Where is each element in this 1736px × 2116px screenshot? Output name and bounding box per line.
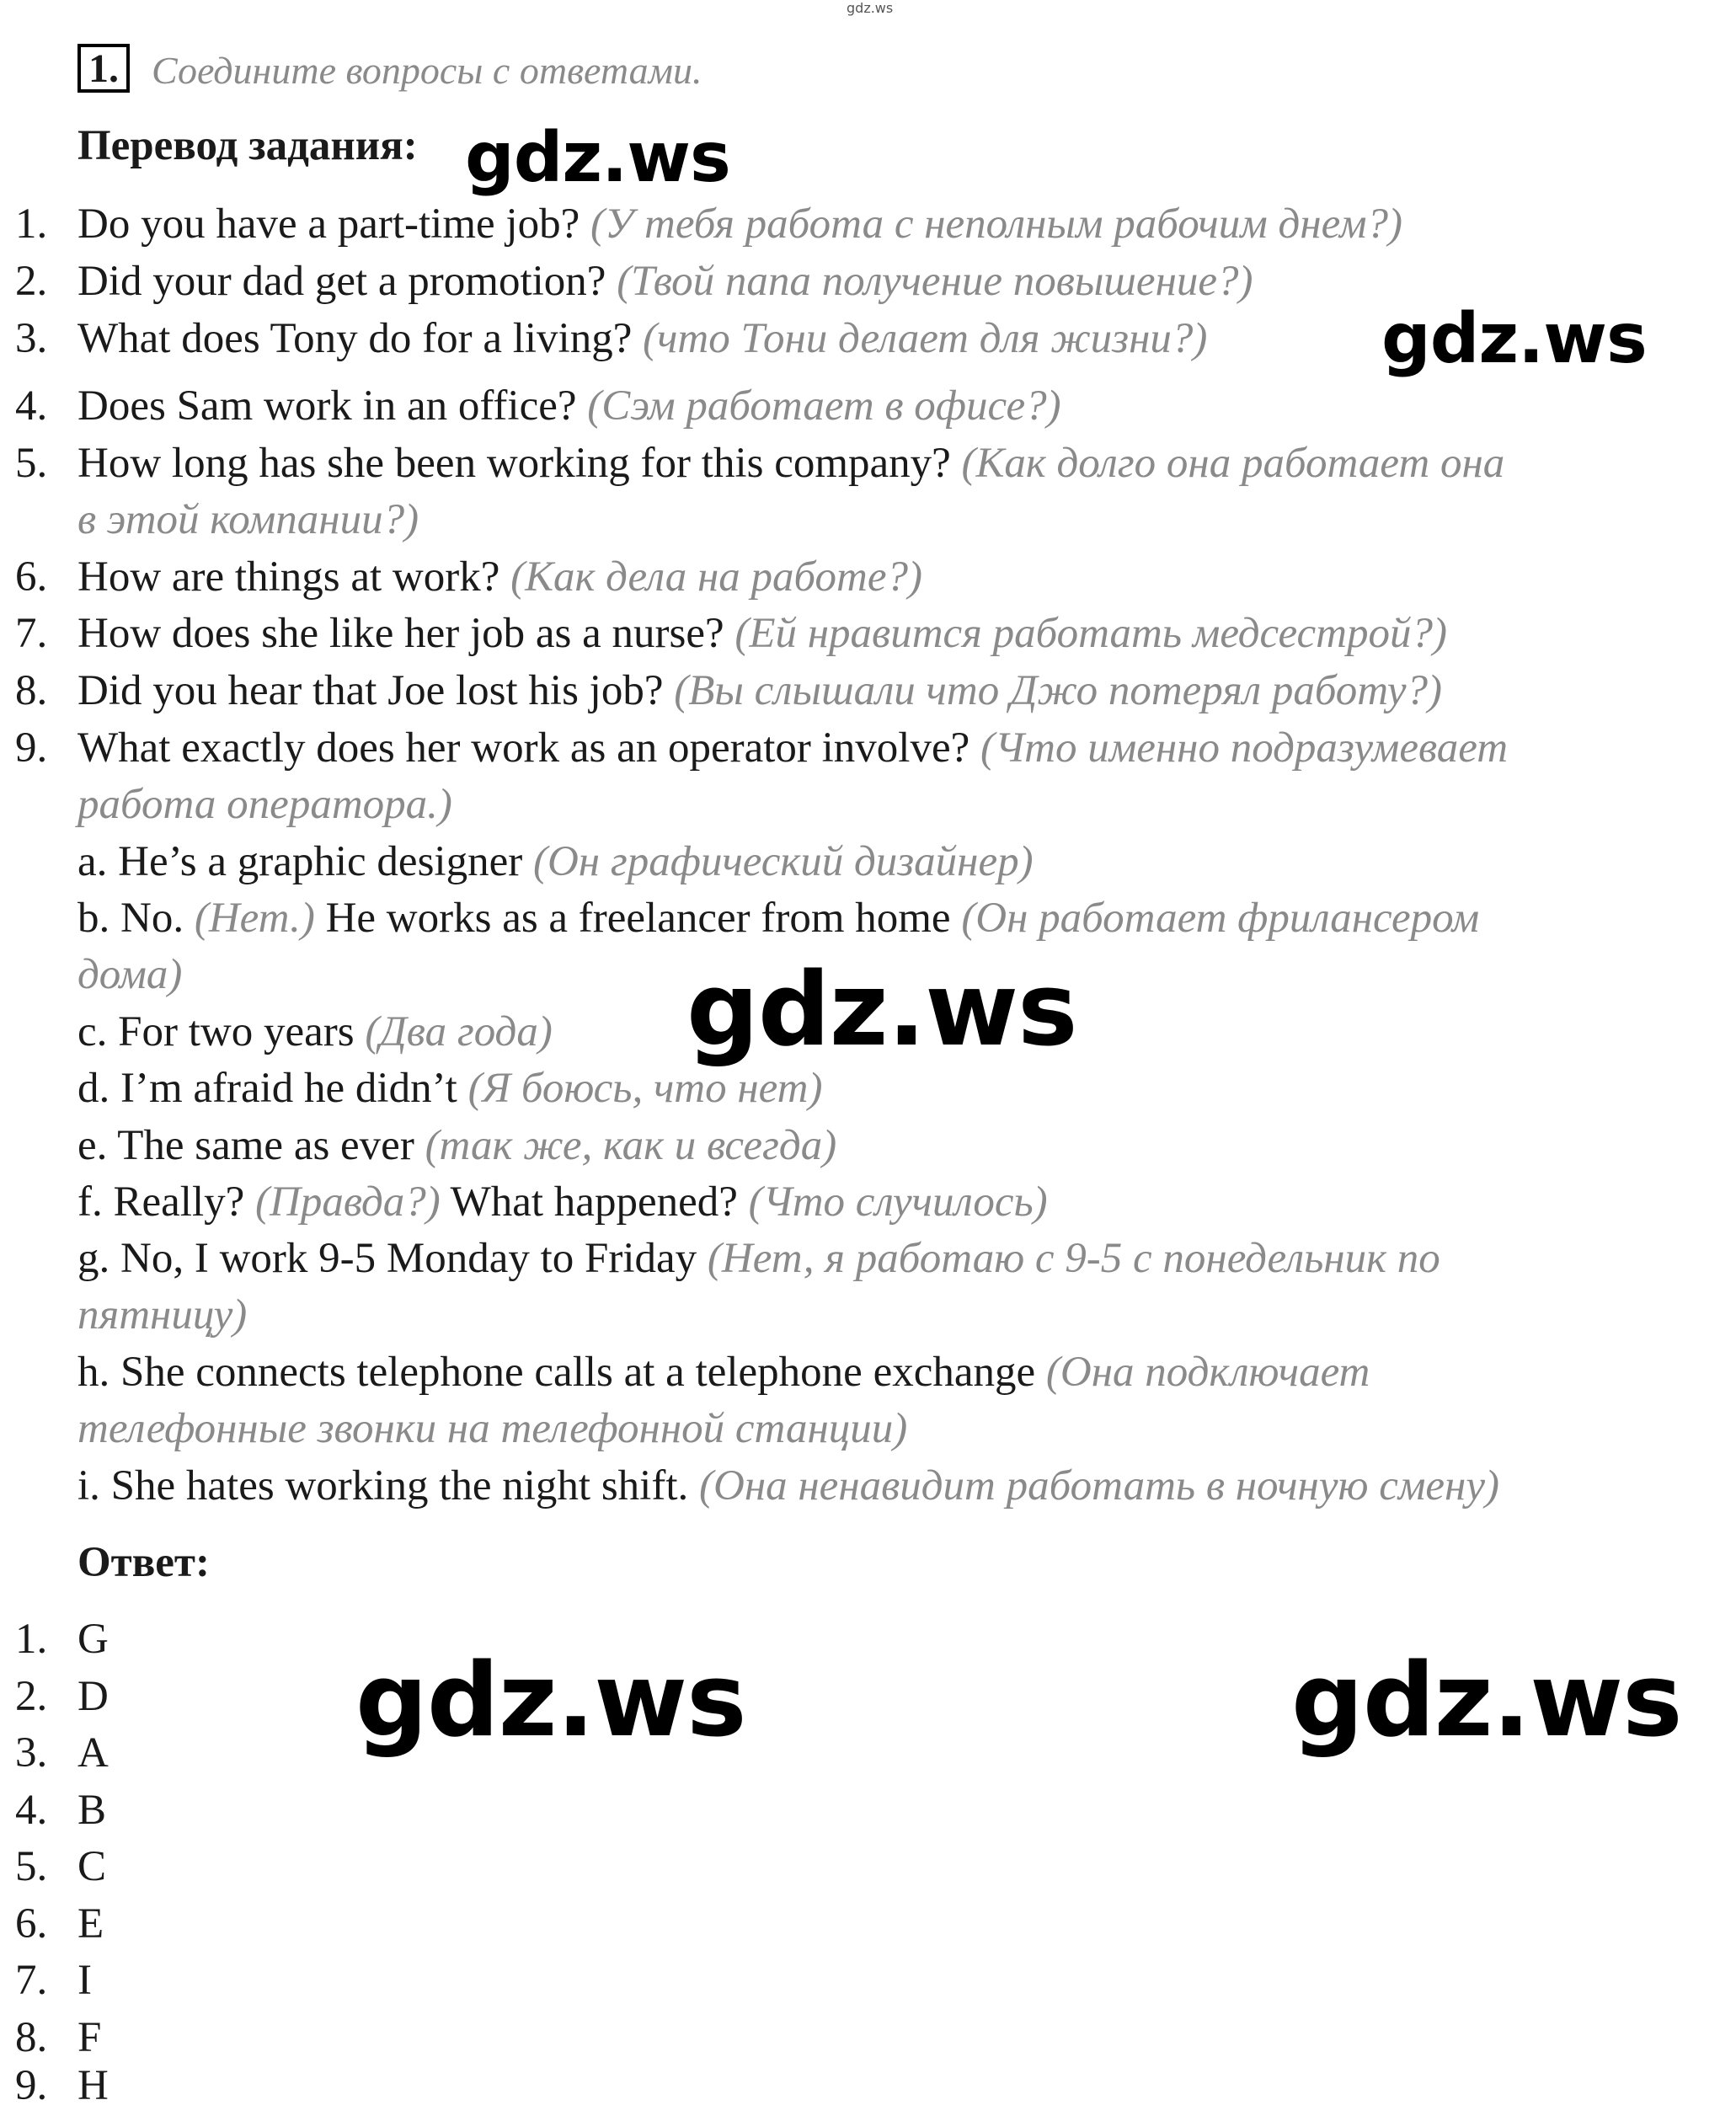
question-text: How are things at work? xyxy=(77,553,500,601)
question-number: 3. xyxy=(15,315,48,362)
question-translation: (Ей нравится работать медсестрой?) xyxy=(734,610,1447,657)
key-value: B xyxy=(77,1787,107,1834)
question-number: 9. xyxy=(15,724,48,772)
answer-text: No. xyxy=(120,895,184,942)
question-translation: (Как дела на работе?) xyxy=(510,553,922,601)
question-translation: (У тебя работа с неполным рабочим днем?) xyxy=(590,200,1403,248)
answer-translation-continued: телефонные звонки на телефонной станции) xyxy=(77,1405,908,1452)
answer-text-extra: What happened? xyxy=(450,1178,738,1226)
answer-letter: b. xyxy=(77,895,110,942)
answer-heading: Ответ: xyxy=(77,1539,210,1586)
answer-translation: (Он графический дизайнер) xyxy=(532,838,1034,885)
question-line xyxy=(77,254,1253,310)
key-number: 7. xyxy=(15,1957,48,2004)
question-translation: (Сэм работает в офисе?) xyxy=(587,382,1061,430)
answer-translation: (Два года) xyxy=(365,1008,553,1055)
answer-translation-continued: пятницу) xyxy=(77,1291,248,1339)
question-text: Does Sam work in an office? xyxy=(77,382,577,430)
answer-text: Really? xyxy=(113,1178,245,1226)
answer-text: No, I work 9-5 Monday to Friday xyxy=(120,1235,697,1282)
question-number: 1. xyxy=(15,200,48,248)
answer-text: I’m afraid he didn’t xyxy=(120,1065,457,1112)
question-text: What does Tony do for a living? xyxy=(77,315,633,362)
answer-item xyxy=(77,1004,553,1061)
answer-item xyxy=(77,1231,1440,1287)
question-line xyxy=(77,606,1447,662)
key-number: 9. xyxy=(15,2062,48,2109)
question-line xyxy=(77,435,1504,492)
watermark: gdz.ws xyxy=(355,1643,746,1760)
question-text: Do you have a part-time job? xyxy=(77,200,580,248)
answer-item xyxy=(77,1458,1499,1515)
answer-translation: (Я боюсь, что нет) xyxy=(467,1065,823,1112)
answer-item xyxy=(77,1174,1048,1231)
answer-letter: a. xyxy=(77,838,108,885)
question-number: 8. xyxy=(15,667,48,714)
answer-item xyxy=(77,890,1479,947)
question-translation: (Твой папа получение повышение?) xyxy=(617,258,1253,305)
answer-item xyxy=(77,1118,836,1174)
question-line xyxy=(77,663,1442,719)
question-translation-continued: в этой компании?) xyxy=(77,496,419,543)
key-value: I xyxy=(77,1957,92,2004)
key-number: 5. xyxy=(15,1843,48,1890)
question-number: 7. xyxy=(15,610,48,657)
watermark: gdz.ws xyxy=(1291,1643,1682,1760)
question-translation: (что Тони делает для жизни?) xyxy=(643,315,1208,362)
question-line xyxy=(77,720,1508,777)
answer-letter: h. xyxy=(77,1349,110,1396)
answer-text: She connects telephone calls at a telephone exchange xyxy=(120,1349,1036,1396)
question-line xyxy=(77,311,1207,367)
key-number: 6. xyxy=(15,1900,48,1948)
translation-heading: Перевод задания: xyxy=(77,122,418,169)
answer-translation: (Она ненавидит работать в ночную смену) xyxy=(699,1462,1499,1510)
answer-translation: (так же, как и всегда) xyxy=(425,1122,837,1169)
answer-text: For two years xyxy=(118,1008,355,1055)
key-value: F xyxy=(77,2014,102,2061)
answer-text-extra: He works as a freelancer from home xyxy=(325,895,951,942)
key-number: 2. xyxy=(15,1673,48,1720)
answer-text: He’s a graphic designer xyxy=(118,838,523,885)
answer-letter: e. xyxy=(77,1122,108,1169)
answer-item xyxy=(77,1344,1370,1401)
answer-letter: c. xyxy=(77,1008,108,1055)
question-translation-continued: работа оператора.) xyxy=(77,781,452,828)
question-text: How does she like her job as a nurse? xyxy=(77,610,724,657)
key-value: A xyxy=(77,1729,109,1777)
answer-item xyxy=(77,834,1034,890)
task-instruction: Соедините вопросы с ответами. xyxy=(152,49,702,92)
question-text: Did you hear that Joe lost his job? xyxy=(77,667,664,714)
key-number: 4. xyxy=(15,1787,48,1834)
answer-translation: (Нет, я работаю с 9-5 с понедельник по xyxy=(707,1235,1440,1282)
answer-translation-extra: (Что случилось) xyxy=(748,1178,1048,1226)
key-number: 8. xyxy=(15,2014,48,2061)
answer-translation-continued: дома) xyxy=(77,951,183,998)
answer-text: She hates working the night shift. xyxy=(110,1462,689,1510)
question-number: 5. xyxy=(15,440,48,487)
answer-translation: (Нет.) xyxy=(194,895,315,942)
watermark: gdz.ws xyxy=(686,952,1077,1069)
key-value: D xyxy=(77,1673,109,1720)
watermark: gdz.ws xyxy=(465,118,730,198)
question-number: 4. xyxy=(15,382,48,430)
answer-text: The same as ever xyxy=(117,1122,414,1169)
question-translation: (Что именно подразумевает xyxy=(980,724,1509,772)
key-value: C xyxy=(77,1843,107,1890)
question-line xyxy=(77,549,922,606)
question-text: What exactly does her work as an operator involve? xyxy=(77,724,970,772)
answer-translation: (Правда?) xyxy=(255,1178,441,1226)
answer-translation: (Она подключает xyxy=(1045,1349,1370,1396)
question-line xyxy=(77,196,1402,253)
question-translation: (Как долго она работает она xyxy=(961,440,1505,487)
answer-letter: f. xyxy=(77,1178,103,1226)
question-translation: (Вы слышали что Джо потерял работу?) xyxy=(674,667,1442,714)
question-number: 6. xyxy=(15,553,48,601)
task-number-box: 1. xyxy=(77,44,130,93)
watermark: gdz.ws xyxy=(1381,299,1647,379)
key-number: 3. xyxy=(15,1729,48,1777)
question-line xyxy=(77,378,1061,435)
answer-letter: i. xyxy=(77,1462,100,1510)
key-number: 1. xyxy=(15,1616,48,1663)
key-value: H xyxy=(77,2062,109,2109)
key-value: G xyxy=(77,1616,109,1663)
key-value: E xyxy=(77,1900,104,1948)
question-number: 2. xyxy=(15,258,48,305)
site-mark: gdz.ws xyxy=(847,0,894,16)
answer-letter: d. xyxy=(77,1065,110,1112)
question-text: How long has she been working for this company? xyxy=(77,440,951,487)
answer-letter: g. xyxy=(77,1235,110,1282)
question-text: Did your dad get a promotion? xyxy=(77,258,606,305)
answer-item xyxy=(77,1061,822,1117)
answer-translation-extra: (Он работает фрилансером xyxy=(961,895,1480,942)
